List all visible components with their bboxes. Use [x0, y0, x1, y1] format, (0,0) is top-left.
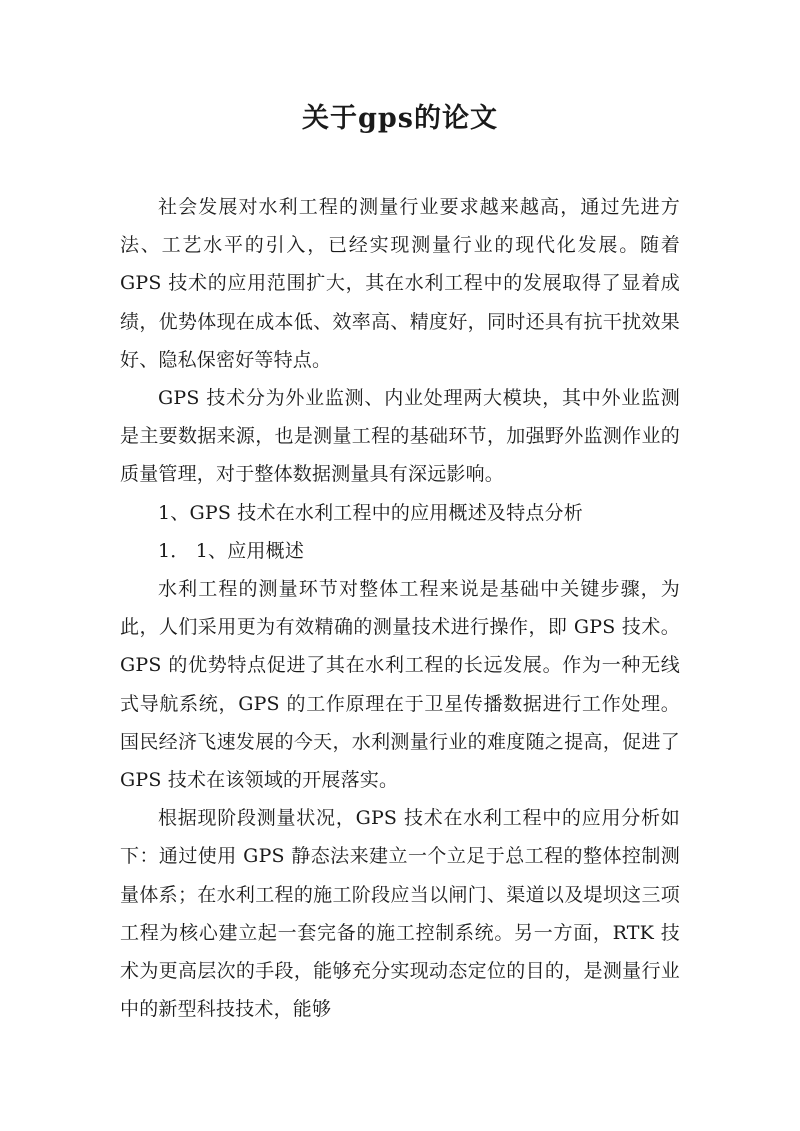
- document-body: [120, 188, 680, 1028]
- paragraph-intro: 社会发展对水利工程的测量行业要求越来越高，通过先进方法、工艺水平的引入，已经实现测量行业的现代化发展。随着 GPS 技术的应用范围扩大，其在水利工程中的发展取得了显着成绩，优势体现在成本低、效率高、精度好，同时还具有抗干扰效果好、隐私保密好等特点。: [120, 196, 680, 371]
- paragraph-modules: GPS 技术分为外业监测、内业处理两大模块，其中外业监测是主要数据来源，也是测量工程的基础环节，加强野外监测作业的质量管理，对于整体数据测量具有深远影响。: [120, 387, 680, 486]
- page-title: 关于gps的论文: [302, 103, 498, 134]
- section-heading: 1、GPS 技术在水利工程中的应用概述及特点分析: [158, 501, 583, 524]
- subsection-heading: 1． 1、应用概述: [158, 539, 305, 562]
- paragraph-analysis: 根据现阶段测量状况，GPS 技术在水利工程中的应用分析如下：通过使用 GPS 静态法来建立一个立足于总工程的整体控制测量体系；在水利工程的施工阶段应当以闸门、渠道以及堤坝这三项工程为核心建立起一套完备的施工控制系统。另一方面，RTK 技术为更高层次的手段，能够充分实现动态定位的目的，是测量行业中的新型科技技术，能够: [120, 807, 680, 1021]
- paragraph-overview: 水利工程的测量环节对整体工程来说是基础中关键步骤，为此，人们采用更为有效精确的测量技术进行操作，即 GPS 技术。GPS 的优势特点促进了其在水利工程的长远发展。作为一种无线式导航系统，GPS 的工作原理在于卫星传播数据进行工作处理。国民经济飞速发展的今天，水利测量行业的难度随之提高，促进了 GPS 技术在该领域的开展落实。: [120, 578, 680, 792]
